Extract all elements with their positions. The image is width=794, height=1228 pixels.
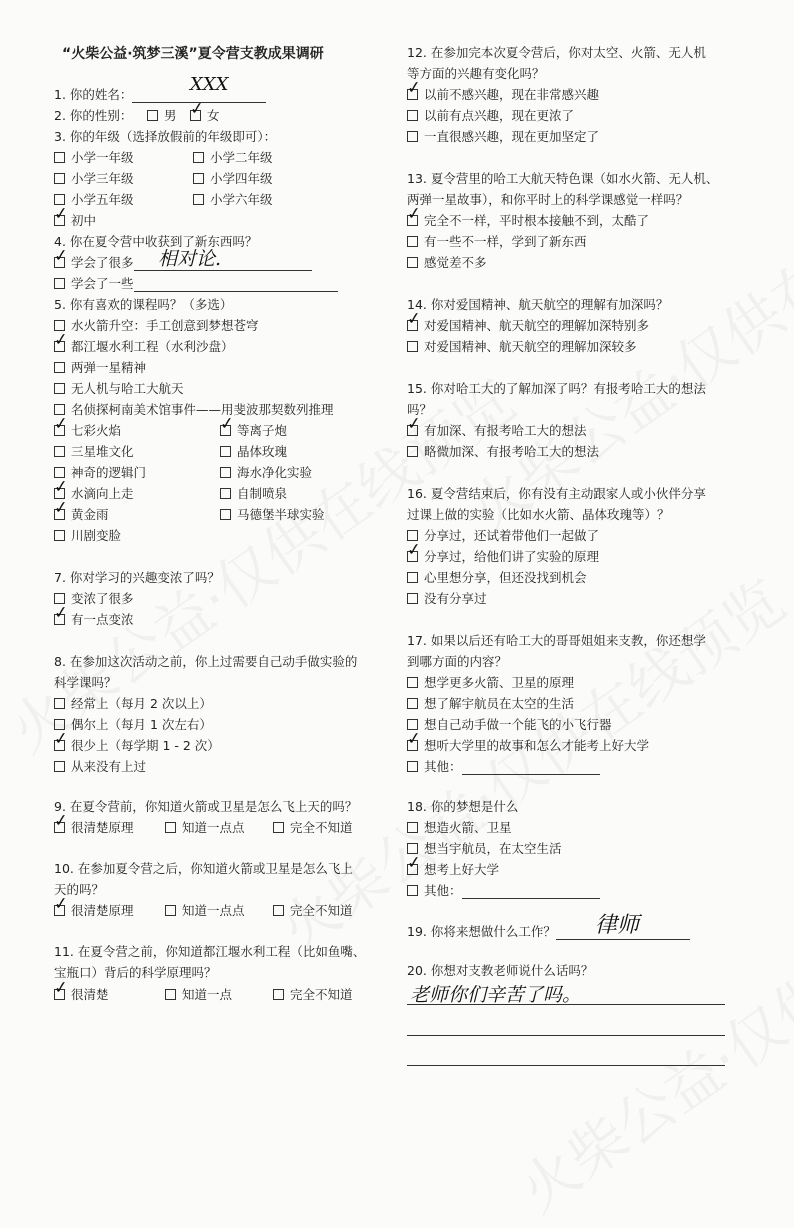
q17-option[interactable]: 其他： (407, 759, 600, 775)
check-mark-icon: ✓ (218, 413, 236, 435)
q8-option[interactable]: 偶尔上（每月 1 次左右） (54, 717, 212, 733)
q3-option[interactable]: ✓ 初中 (52, 203, 97, 228)
checkbox[interactable] (405, 852, 423, 875)
q5-option[interactable]: 川剧变脸 (54, 528, 121, 544)
checkbox[interactable] (54, 278, 65, 289)
q10-question-cont: 天的吗？ (54, 882, 105, 897)
q13-option[interactable]: 有一些不一样，学到了新东西 (407, 234, 587, 250)
q5-option[interactable]: 水火箭升空：手工创意到梦想苍穹 (54, 318, 259, 334)
checkbox[interactable] (54, 173, 65, 184)
checkbox[interactable] (52, 728, 70, 751)
check-mark-icon: ✓ (52, 893, 70, 915)
q5-option[interactable]: 海水净化实验 (220, 465, 312, 481)
check-mark-icon: ✓ (405, 413, 423, 435)
q7-option[interactable]: 变浓了很多 (54, 591, 134, 607)
checkbox[interactable] (52, 977, 70, 1000)
checkbox[interactable] (407, 236, 418, 247)
q5-option[interactable]: 神奇的逻辑门 (54, 465, 146, 481)
checkbox[interactable] (273, 989, 284, 1000)
q5-option[interactable]: 晶体玫瑰 (220, 444, 287, 460)
checkbox[interactable] (407, 131, 418, 142)
q12-question: 12. 在参加完本次夏令营后，你对太空、火箭、无人机 (407, 45, 706, 60)
q10-option[interactable]: 知道一点点 (165, 903, 245, 919)
q18-option[interactable]: ✓ 想考上好大学 (405, 852, 500, 877)
q5-question: 5. 你有喜欢的课程吗？（多选） (54, 297, 233, 312)
checkbox[interactable] (405, 77, 423, 100)
q9-option[interactable]: 知道一点点 (165, 820, 245, 836)
q2-question: 2. 你的性别： (54, 108, 133, 123)
q16-option[interactable]: 分享过，还试着带他们一起做了 (407, 528, 599, 544)
q14-question: 14. 你对爱国精神、航天航空的理解有加深吗？ (407, 297, 669, 312)
checkbox[interactable] (273, 905, 284, 916)
checkbox[interactable] (405, 539, 423, 562)
page-title: “火柴公益·筑梦三溪”夏令营支教成果调研 (62, 46, 324, 62)
checkbox[interactable] (407, 446, 418, 457)
check-mark-icon: ✓ (405, 728, 423, 750)
checkbox[interactable] (54, 761, 65, 772)
q8-option[interactable]: 从来没有上过 (54, 759, 146, 775)
q3-option[interactable]: 小学三年级 (54, 171, 134, 187)
q15-option[interactable]: 略微加深、有报考哈工大的想法 (407, 444, 599, 460)
checkbox[interactable] (54, 446, 65, 457)
q11-option[interactable]: ✓ 很清楚 (52, 977, 109, 1002)
q3-option[interactable]: 小学五年级 (54, 192, 134, 208)
answer-line[interactable] (407, 1004, 725, 1005)
check-mark-icon: ✓ (405, 852, 423, 874)
checkbox[interactable] (193, 152, 204, 163)
q11-option[interactable]: 完全不知道 (273, 987, 353, 1003)
q3-option[interactable]: 小学六年级 (193, 192, 273, 208)
checkbox[interactable] (52, 810, 70, 833)
q14-option[interactable]: ✓ 对爱国精神、航天航空的理解加深特别多 (405, 308, 650, 333)
q20-question: 20. 你想对支教老师说什么话吗？ (407, 963, 594, 978)
check-mark-icon: ✓ (52, 476, 70, 498)
check-mark-icon: ✓ (52, 810, 70, 832)
q16-option[interactable]: 没有分享过 (407, 591, 487, 607)
checkbox[interactable] (165, 989, 176, 1000)
check-mark-icon: ✓ (52, 413, 70, 435)
check-mark-icon: ✓ (52, 602, 70, 624)
q5-option[interactable]: ✓ 等离子炮 (218, 413, 288, 438)
q10-question: 10. 在参加夏令营之后，你知道火箭或卫星是怎么飞上 (54, 861, 353, 876)
checkbox[interactable] (405, 308, 423, 331)
q15-question-cont: 吗？ (407, 402, 433, 417)
q13-question: 13. 夏令营里的哈工大航天特色课（如水火箭、无人机、 (407, 171, 719, 186)
checkbox[interactable] (407, 822, 418, 833)
q18-option[interactable]: 想造火箭、卫星 (407, 820, 512, 836)
q5-option[interactable]: 名侦探柯南美术馆事件——用斐波那契数列推理 (54, 402, 334, 418)
q2-option[interactable]: ✓ 女 (188, 98, 220, 123)
check-mark-icon: ✓ (52, 497, 70, 519)
check-mark-icon: ✓ (405, 77, 423, 99)
q4-handwriting: 相对论. (158, 248, 222, 270)
q4-option[interactable]: ✓ 学会了很多 (54, 255, 312, 271)
q12-option[interactable]: 以前有点兴趣，现在更浓了 (407, 108, 574, 124)
checkbox[interactable] (218, 413, 236, 436)
checkbox[interactable] (273, 822, 284, 833)
checkbox[interactable] (405, 203, 423, 226)
checkbox[interactable] (407, 698, 418, 709)
checkbox[interactable] (165, 822, 176, 833)
q15-option[interactable]: ✓ 有加深、有报考哈工大的想法 (405, 413, 587, 438)
q8-question: 8. 在参加这次活动之前，你上过需要自己动手做实验的 (54, 654, 358, 669)
checkbox[interactable] (407, 761, 418, 772)
q5-option[interactable]: ✓ 都江堰水利工程（水利沙盘） (52, 329, 234, 354)
q16-option[interactable]: ✓ 分享过，给他们讲了实验的原理 (405, 539, 600, 564)
check-mark-icon: ✓ (405, 203, 423, 225)
q5-option[interactable]: ✓ 水滴向上走 (52, 476, 134, 501)
checkbox[interactable] (52, 329, 70, 352)
q12-option[interactable]: ✓ 以前不感兴趣，现在非常感兴趣 (405, 77, 600, 102)
q9-option[interactable]: ✓ 很清楚原理 (52, 810, 134, 835)
check-mark-icon: ✓ (52, 977, 70, 999)
checkbox[interactable] (220, 446, 231, 457)
checkbox[interactable] (54, 152, 65, 163)
check-mark-icon: ✓ (52, 329, 70, 351)
check-mark-icon: ✓ (405, 308, 423, 330)
other-field[interactable] (462, 884, 600, 899)
check-mark-icon: ✓ (188, 98, 206, 120)
answer-line[interactable] (407, 1035, 725, 1036)
checkbox[interactable] (220, 509, 231, 520)
q4-option[interactable]: 学会了一些 (54, 276, 338, 292)
q17-option[interactable]: 想自己动手做一个能飞的小飞行器 (407, 717, 612, 733)
q16-option[interactable]: 心里想分享，但还没找到机会 (407, 570, 587, 586)
answer-line[interactable] (407, 1065, 725, 1066)
q10-option[interactable]: ✓ 很清楚原理 (52, 893, 134, 918)
q3-option[interactable]: 小学二年级 (193, 150, 273, 166)
q4-question: 4. 你在夏令营中收获到了新东西吗？ (54, 234, 258, 249)
checkbox[interactable] (52, 893, 70, 916)
q5-option[interactable]: ✓ 七彩火焰 (52, 413, 122, 438)
q11-question-cont: 宝瓶口）背后的科学原理吗？ (54, 965, 217, 980)
q17-option[interactable]: 想学更多火箭、卫星的原理 (407, 675, 574, 691)
q3-option[interactable]: 小学一年级 (54, 150, 134, 166)
q15-question: 15. 你对哈工大的了解加深了吗？有报考哈工大的想法 (407, 381, 706, 396)
name-handwriting: XXX (190, 74, 229, 95)
checkbox[interactable] (52, 413, 70, 436)
checkbox[interactable] (407, 593, 418, 604)
q8-option[interactable]: ✓ 很少上（每学期 1 - 2 次） (52, 728, 220, 753)
q5-option[interactable]: 自制喷泉 (220, 486, 287, 502)
checkbox[interactable] (54, 383, 65, 394)
checkbox[interactable] (52, 602, 70, 625)
checkbox[interactable] (407, 572, 418, 583)
q17-option[interactable]: 想了解宇航员在太空的生活 (407, 696, 574, 712)
checkbox[interactable] (54, 362, 65, 373)
checkbox[interactable] (407, 885, 418, 896)
q13-question-cont: 两弹一星故事），和你平时上的科学课感觉一样吗？ (407, 192, 689, 207)
q16-question-cont: 过课上做的实验（比如水火箭、晶体玫瑰等）？ (407, 507, 670, 522)
q12-question-cont: 等方面的兴趣有变化吗？ (407, 66, 545, 81)
checkbox[interactable] (220, 488, 231, 499)
checkbox[interactable] (407, 677, 418, 688)
q1-label: 1. 你的姓名： (54, 87, 266, 103)
q5-option[interactable]: 无人机与哈工大航天 (54, 381, 184, 397)
checkbox[interactable] (52, 203, 70, 226)
q9-question: 9. 在夏令营前，你知道火箭或卫星是怎么飞上天的吗？ (54, 799, 358, 814)
q17-question: 17. 如果以后还有哈工大的哥哥姐姐来支教，你还想学 (407, 633, 706, 648)
checkbox[interactable] (165, 905, 176, 916)
checkbox[interactable] (405, 728, 423, 751)
q5-option[interactable]: 马德堡半球实验 (220, 507, 325, 523)
watermark (500, 816, 794, 1228)
q3-question: 3. 你的年级（选择放假前的年级即可）： (54, 129, 277, 144)
q12-option[interactable]: 一直很感兴趣，现在更加坚定了 (407, 129, 599, 145)
check-mark-icon: ✓ (405, 539, 423, 561)
q20-handwriting: 老师你们辛苦了吗。 (410, 984, 582, 1006)
q8-option[interactable]: 经常上（每月 2 次以上） (54, 696, 212, 712)
q8-question-cont: 科学课吗？ (54, 675, 117, 690)
q2-option[interactable]: 男 (147, 108, 177, 124)
checkbox[interactable] (188, 98, 206, 121)
q19-question: 19. 你将来想做什么工作？ (407, 924, 690, 940)
checkbox[interactable] (407, 341, 418, 352)
checkbox[interactable] (54, 530, 65, 541)
checkbox[interactable] (220, 467, 231, 478)
checkbox[interactable] (52, 245, 70, 268)
checkbox[interactable] (193, 173, 204, 184)
q18-option[interactable]: 想当宇航员，在太空生活 (407, 841, 562, 857)
q5-option[interactable]: 三星堆文化 (54, 444, 134, 460)
q13-option[interactable]: 感觉差不多 (407, 255, 487, 271)
q16-question: 16. 夏令营结束后，你有没有主动跟家人或小伙伴分享 (407, 486, 706, 501)
other-field[interactable] (462, 760, 600, 775)
checkbox[interactable] (407, 257, 418, 268)
check-mark-icon: ✓ (52, 728, 70, 750)
checkbox[interactable] (193, 194, 204, 205)
checkbox[interactable] (405, 413, 423, 436)
checkbox[interactable] (52, 497, 70, 520)
check-mark-icon: ✓ (52, 245, 70, 267)
check-mark-icon: ✓ (52, 203, 70, 225)
checkbox[interactable] (147, 110, 158, 121)
checkbox[interactable] (54, 698, 65, 709)
q7-option[interactable]: ✓ 有一点变浓 (52, 602, 134, 627)
q9-option[interactable]: 完全不知道 (273, 820, 353, 836)
q10-option[interactable]: 完全不知道 (273, 903, 353, 919)
q18-option[interactable]: 其他： (407, 883, 600, 899)
q5-option[interactable]: 两弹一星精神 (54, 360, 146, 376)
q11-question: 11. 在夏令营之前，你知道都江堰水利工程（比如鱼嘴、 (54, 944, 366, 959)
checkbox[interactable] (407, 110, 418, 121)
q19-handwriting: 律师 (595, 913, 640, 938)
q18-question: 18. 你的梦想是什么 (407, 799, 519, 814)
q17-question-cont: 到哪方面的内容？ (407, 654, 508, 669)
q13-option[interactable]: ✓ 完全不一样，平时根本接触不到，太酷了 (405, 203, 650, 228)
q17-option[interactable]: ✓ 想听大学里的故事和怎么才能考上好大学 (405, 728, 650, 753)
q14-option[interactable]: 对爱国精神、航天航空的理解加深较多 (407, 339, 637, 355)
q11-option[interactable]: 知道一点 (165, 987, 232, 1003)
q3-option[interactable]: 小学四年级 (193, 171, 273, 187)
q5-option[interactable]: ✓ 黄金雨 (52, 497, 109, 522)
q7-question: 7. 你对学习的兴趣变浓了吗？ (54, 570, 220, 585)
